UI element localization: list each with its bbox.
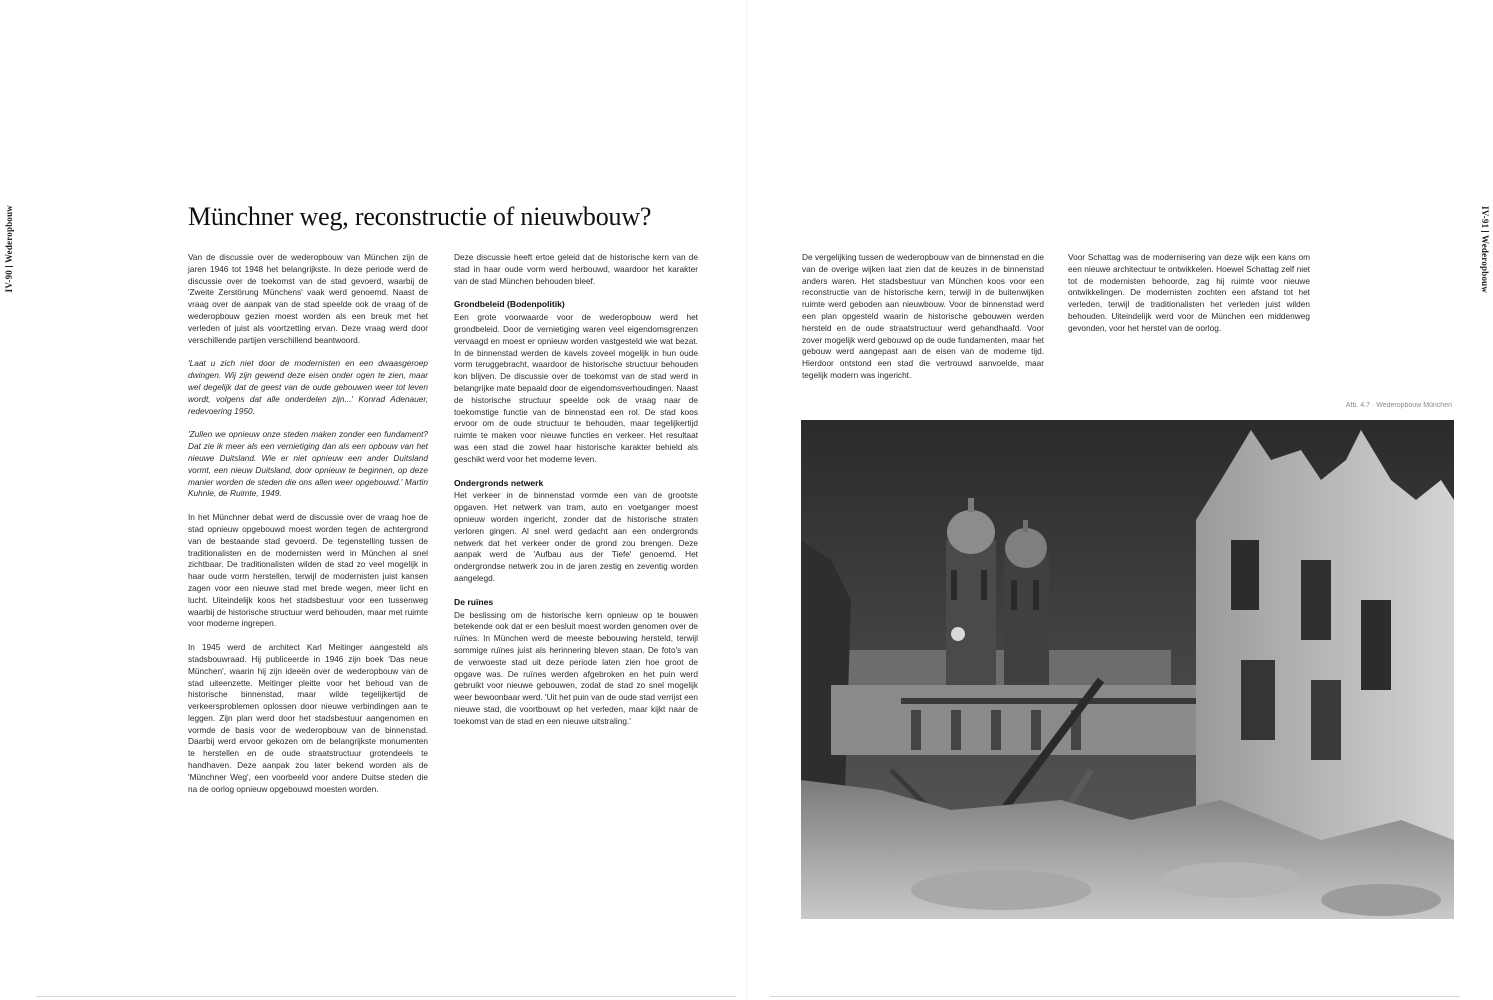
text-column-2 (454, 252, 698, 739)
paragraph: In het Münchner debat werd de discussie over de vraag hoe de stad opnieuw opgebouwd moest worden tegen de achtergrond van de bestaande stad gevoerd. De tegenstelling tussen de traditionalisten en de modernisten werd in München al snel zichtbaar. De traditionalisten wilden de stad zo veel mogelijk in haar oude vorm herstellen, terwijl de modernisten juist kansen zagen voor een nieuwe stad met brede wegen, meer licht en lucht. Uiteindelijk koos het stadsbestuur voor een tussenweg waarbij de historische structuur werd behouden, maar met ruimte voor moderne ingrepen. (188, 512, 428, 629)
text-column-4 (1068, 252, 1310, 347)
quote-ruimte: 'Zullen we opnieuw onze steden maken zonder een fundament? Dat zie ik meer als een vernietiging dan als een opbouw van het nieuwe Duitsland. Wie er niet opnieuw een ander Duitsland vormt, een nieuw Duitsland, door opnieuw te beginnen, op deze manier worden de steden die ons allen weer opgebouwd.' Martin Kuhnle, de Ruimte, 1949. (188, 429, 428, 499)
left-section-label: Wederopbouw (4, 205, 14, 264)
right-section-label: Wederopbouw (1480, 235, 1490, 294)
paragraph: Het verkeer in de binnenstad vormde een van de grootste opgaven. Het netwerk van tram, auto en voetganger moest opnieuw worden ingericht, zonder dat de historische straten verloren gingen. Al snel werd gedacht aan een ondergronds netwerk dat het verkeer onder de grond zou brengen. Deze aanpak werd de 'Aufbau aus der Tiefe' genoemd. Het ondergrondse netwerk zou in de jaren zestig en zeventig worden aangelegd. (454, 490, 698, 583)
subheading-ondergronds-netwerk: Ondergronds netwerk (454, 477, 544, 488)
right-page-tab (1478, 206, 1492, 293)
paragraph: Een grote voorwaarde voor de wederopbouw werd het grondbeleid. Door de vernietiging waren veel eigendomsgrenzen vervaagd en moest er opnieuw worden vastgesteld wie wat bezat. In de binnenstad werden de kavels zoveel mogelijk in hun oude vorm teruggebracht, waardoor de historische structuur behouden kon blijven. De discussie over de toekomst van de stad werd in belangrijke mate bepaald door de eigendomsverhoudingen. Naast de historische structuur speelde ook de vraag naar de toekomstige functie van de binnenstad een rol. De stad koos ervoor om de oude structuur te behouden, maar tegelijkertijd ruimte te maken voor nieuwe functies en verkeer. Het resultaat was een stad die zowel haar historische karakter behield als geschikt werd voor het moderne leven. (454, 312, 698, 464)
chapter-heading: Münchner weg, reconstructie of nieuwbouw? (188, 202, 652, 231)
left-tab-divider (5, 266, 13, 267)
paragraph: De vergelijking tussen de wederopbouw van de binnenstad en die van de overige wijken laat zien dat de keuzes in de binnenstad anders waren. Het stadsbestuur van München koos voor een reconstructie van de historische kern, terwijl in de buitenwijken ruimte werd geboden aan nieuwbouw. Voor de binnenstad werd een plan opgesteld waarin de historische gebouwen werden hersteld en de oude straatstructuur werd gehandhaafd. Voor zover mogelijk werd gebouwd op de oude fundamenten, maar het gebouw werd aangepast aan de eisen van de moderne tijd. Hierdoor ontstond een stad die vertrouwd aanvoelde, maar tegelijk modern was ingericht. (802, 252, 1044, 380)
right-tab-divider (1481, 231, 1489, 232)
footer-rule-right (770, 996, 1460, 997)
footer-rule-left (36, 996, 736, 997)
left-page-tab (2, 205, 16, 292)
ruins-photograph (801, 420, 1454, 919)
quote-adenauer: 'Laat u zich niet door de modernisten en een dwaasgeroep dwingen. Wij zijn gewend deze eisen onder ogen te zien, maar wel degelijk dat de geest van de oude gebouwen weer tot leven wordt, volgens dat alle onderdelen zijn...' Konrad Adenauer, redevoering 1950. (188, 358, 428, 416)
page-gutter (746, 0, 747, 1000)
text-column-1 (188, 252, 428, 807)
subheading-grondbeleid: Grondbeleid (Bodenpolitik) (454, 299, 565, 310)
subheading-de-ruines: De ruïnes (454, 596, 494, 607)
ruins-photo-illustration (801, 420, 1454, 919)
left-page-number: IV-90 (4, 270, 14, 293)
paragraph: In 1945 werd de architect Karl Meitinger aangesteld als stadsbouwraad. Hij publiceerde in 1946 zijn boek 'Das neue München', waarin hij zijn ideeën over de wederopbouw van de stad uiteenzette. Meitinger pleitte voor het behoud van de historische binnenstad, maar wilde tegelijkertijd de verkeersproblemen oplossen door nieuwe verbindingen aan te leggen. Zijn plan werd door het stadsbestuur aangenomen en vormde de basis voor de wederopbouw van de binnenstad. Daarbij werd ervoor gekozen om de belangrijkste monumenten te herstellen en de oude straatstructuur grotendeels te handhaven. Deze aanpak zou later bekend worden als de 'Münchner Weg', een voorbeeld voor andere Duitse steden die na de oorlog opnieuw opgebouwd moesten worden. (188, 642, 428, 794)
photo-caption: Afb. 4.7 · Wederopbouw München (1345, 402, 1452, 409)
paragraph: De beslissing om de historische kern opnieuw op te bouwen betekende ook dat er een besluit moest worden genomen over de ruïnes. In München werd de meeste bebouwing hersteld, terwijl sommige ruïnes juist als herinnering bleven staan. De foto's van de verwoeste stad uit deze periode laten zien hoe groot de opgave was. De ruïnes werden afgebroken en het puin werd gebruikt voor nieuwe gebouwen, zodat de stad zo snel mogelijk weer bewoonbaar werd. 'Uit het puin van de oude stad verrijst een nieuwe stad, die voortbouwt op het verleden, maar kijkt naar de toekomst van de stad en een nieuwe uitstraling.' (454, 609, 698, 726)
paragraph: Van de discussie over de wederopbouw van München zijn de jaren 1946 tot 1948 het belangrijkste. In deze periode werd de discussie over de toekomst van de stad gevoerd, waarbij de 'Zweite Zerstörung Münchens' vaak werd genoemd. Naast de vraag over de aanpak van de stad speelde ook de vraag of de wederopbouw gezien moest worden als een breuk met het verleden of juist als voortzetting ervan. Deze vraag werd door verschillende partijen verschillend beantwoord. (188, 252, 428, 345)
right-page-number: IV-91 (1480, 206, 1490, 229)
paragraph: Deze discussie heeft ertoe geleid dat de historische kern van de stad in haar oude vorm werd herbouwd, waardoor het karakter van de stad München behouden bleef. (454, 252, 698, 286)
paragraph: Voor Schattag was de modernisering van deze wijk een kans om een nieuwe architectuur te ontwikkelen. Hoewel Schattag zelf niet tot de modernisten behoorde, zag hij ruimte voor nieuwe ontwikkelingen. De modernisten zochten een afstand tot het verleden, terwijl de traditionalisten het verleden juist wilden behouden. Uiteindelijk werd voor de München een middenweg gevonden, voor het herstel van de oorlog. (1068, 252, 1310, 333)
text-column-3 (802, 252, 1044, 394)
